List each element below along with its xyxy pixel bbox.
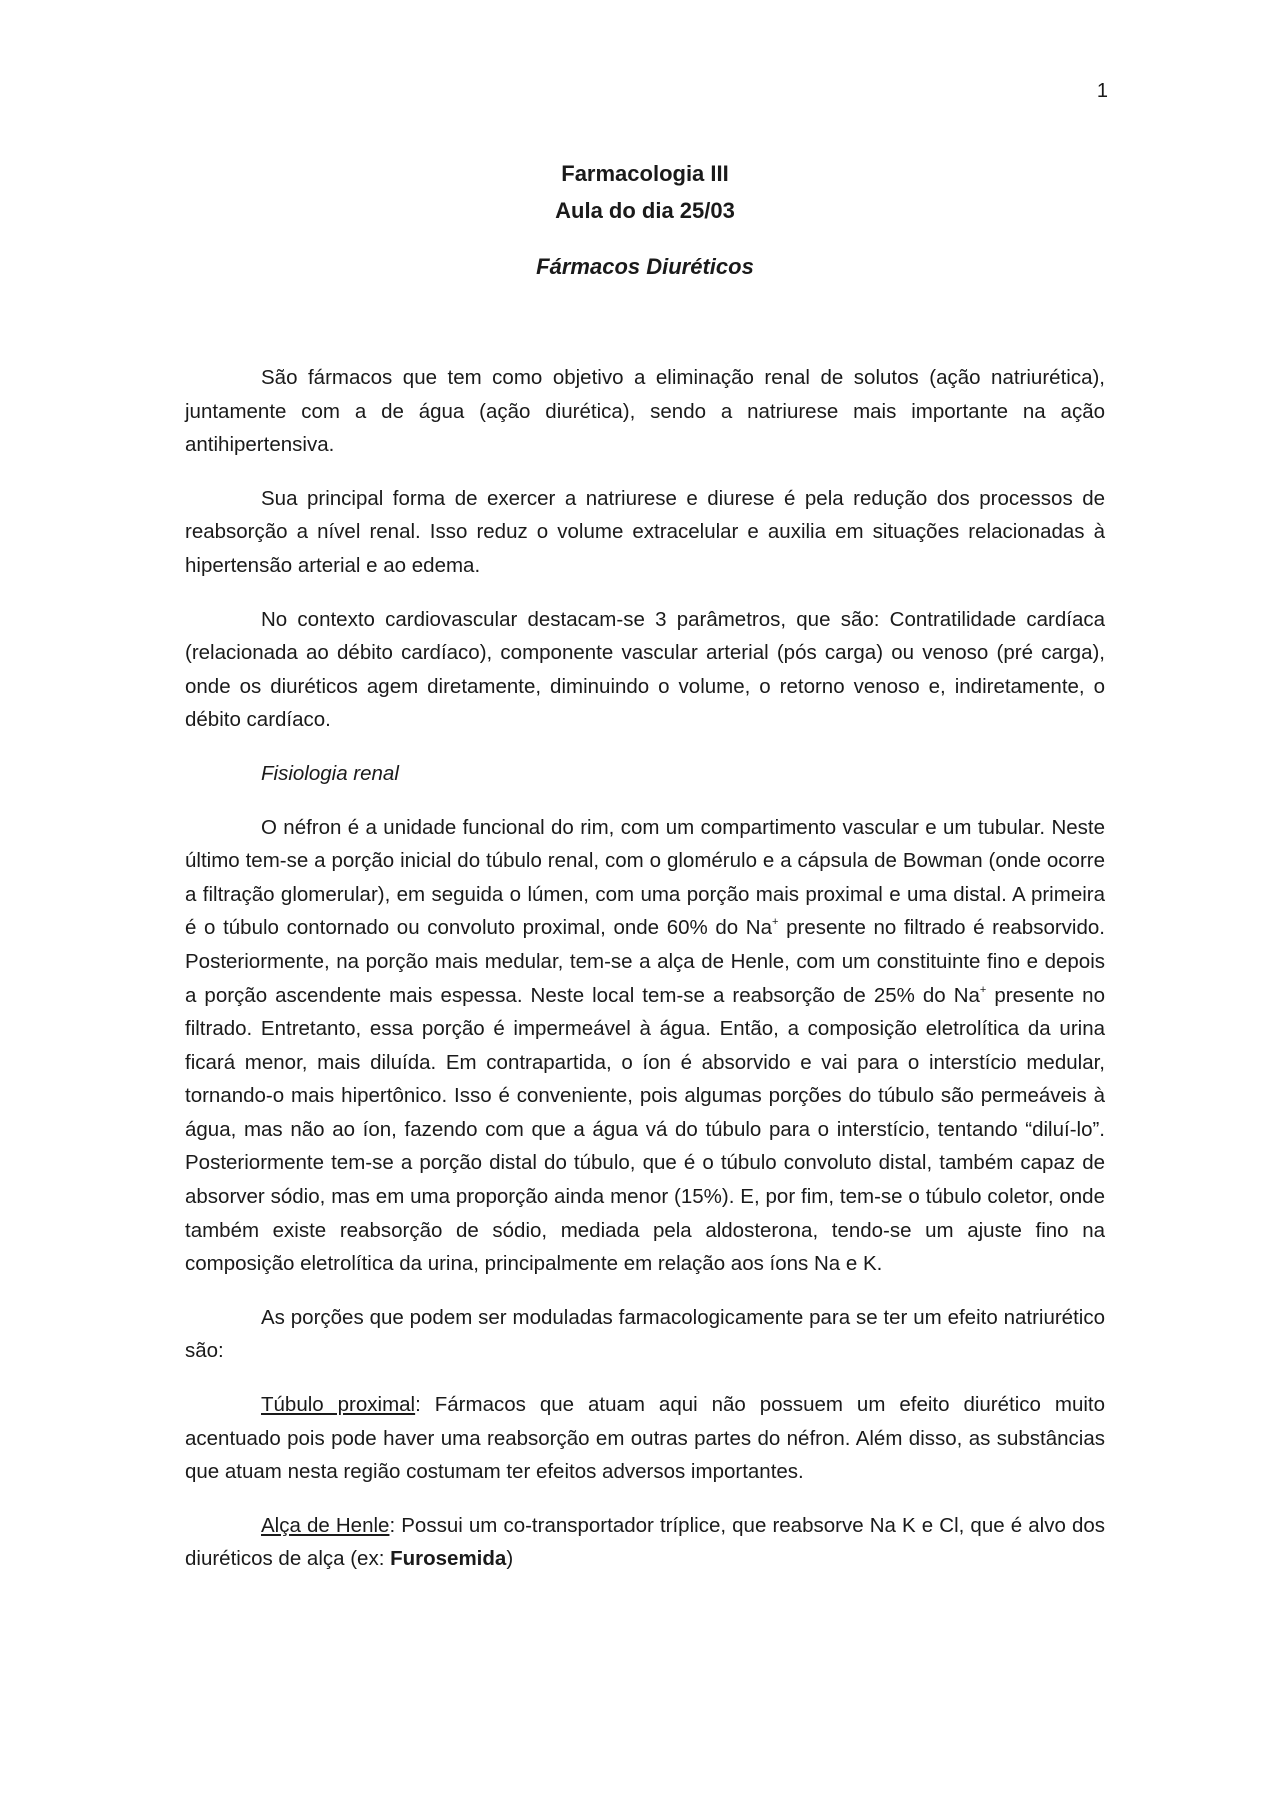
lecture-date: Aula do dia 25/03 (555, 198, 735, 223)
loop-of-henle-text: : Possui um co-transportador tríplice, que reabsorve Na K e Cl, que é alvo dos diuréticos de alça (ex: (185, 1513, 1105, 1571)
paragraph-nephron (185, 811, 1105, 1281)
page-number: 1 (1096, 80, 1108, 102)
paragraph-loop-of-henle (185, 1509, 1105, 1576)
sodium-superscript: + (979, 983, 987, 996)
sodium-superscript: + (772, 916, 779, 929)
topic-title: Fármacos Diuréticos (536, 254, 754, 279)
nephron-text-part-3: presente no filtrado. Entretanto, essa porção é impermeável à água. Então, a composição eletrolítica da urina ficará menor, mais diluída. Em contrapartida, o íon é absorvido e vai para o interstício medular, tornando-o mais hipertônico. Isso é conveniente, pois algumas porções do túbulo são permeáveis à água, mas não ao íon, fazendo com que a água vá do túbulo para o interstício, tentando “diluí-lo”. Posteriormente tem-se a porção distal do túbulo, que é o túbulo convoluto distal, também capaz de absorver sódio, mas em uma proporção ainda menor (15%). E, por fim, tem-se o túbulo coletor, onde também existe reabsorção de sódio, mediada pela aldosterona, tendo-se um ajuste fino na composição eletrolítica da urina, principalmente em relação aos íons Na e K. (185, 983, 1105, 1276)
term-loop-of-henle: Alça de Henle (261, 1513, 390, 1537)
paragraph-cardiovascular: No contexto cardiovascular destacam-se 3 parâmetros, que são: Contratilidade cardíaca (relacionada ao débito cardíaco), componente vascular arterial (pós carga) ou venoso (pré carga), onde os diuréticos agem diretamente, diminuindo o volume, o retorno venoso e, indiretamente, o débito cardíaco. (185, 607, 1105, 732)
drug-name-furosemide: Furosemida (390, 1547, 507, 1571)
section-heading-renal-physiology: Fisiologia renal (261, 761, 399, 785)
document-body (185, 361, 1105, 1596)
nephron-text-part-1: O néfron é a unidade funcional do rim, com um compartimento vascular e um tubular. Neste último tem-se a porção inicial do túbulo renal, com o glomérulo e a cápsula de Bowman (onde ocorre a filtração glomerular), em seguida o lúmen, com uma porção mais proximal e uma distal. A primeira é o túbulo contornado ou convoluto proximal, onde 60% do Na (185, 815, 1105, 940)
paragraph-modulation: As porções que podem ser moduladas farmacologicamente para se ter um efeito natriurético são: (185, 1305, 1105, 1363)
document-header (185, 155, 1105, 307)
paragraph-proximal-tubule (185, 1388, 1105, 1489)
proximal-tubule-text: : Fármacos que atuam aqui não possuem um efeito diurético muito acentuado pois pode haver uma reabsorção em outras partes do néfron. Além disso, as substâncias que atuam nesta região costumam ter efeitos adversos importantes. (185, 1393, 1106, 1484)
nephron-text-part-2: presente no filtrado é reabsorvido. Posteriormente, na porção mais medular, tem-se a alça de Henle, com um constituinte fino e depois a porção ascendente mais espessa. Neste local tem-se a reabsorção de 25% do Na (185, 916, 1105, 1007)
course-title: Farmacologia III (561, 161, 729, 186)
term-proximal-tubule: Túbulo proximal (261, 1393, 416, 1417)
loop-of-henle-text-end: ) (506, 1547, 514, 1571)
paragraph-mechanism: Sua principal forma de exercer a natriurese e diurese é pela redução dos processos de reabsorção a nível renal. Isso reduz o volume extracelular e auxilia em situações relacionadas à hipertensão arterial e ao edema. (185, 486, 1105, 577)
paragraph-intro: São fármacos que tem como objetivo a eliminação renal de solutos (ação natriurética), juntamente com a de água (ação diurética), sendo a natriurese mais importante na ação antihipertensiva. (185, 366, 1105, 457)
